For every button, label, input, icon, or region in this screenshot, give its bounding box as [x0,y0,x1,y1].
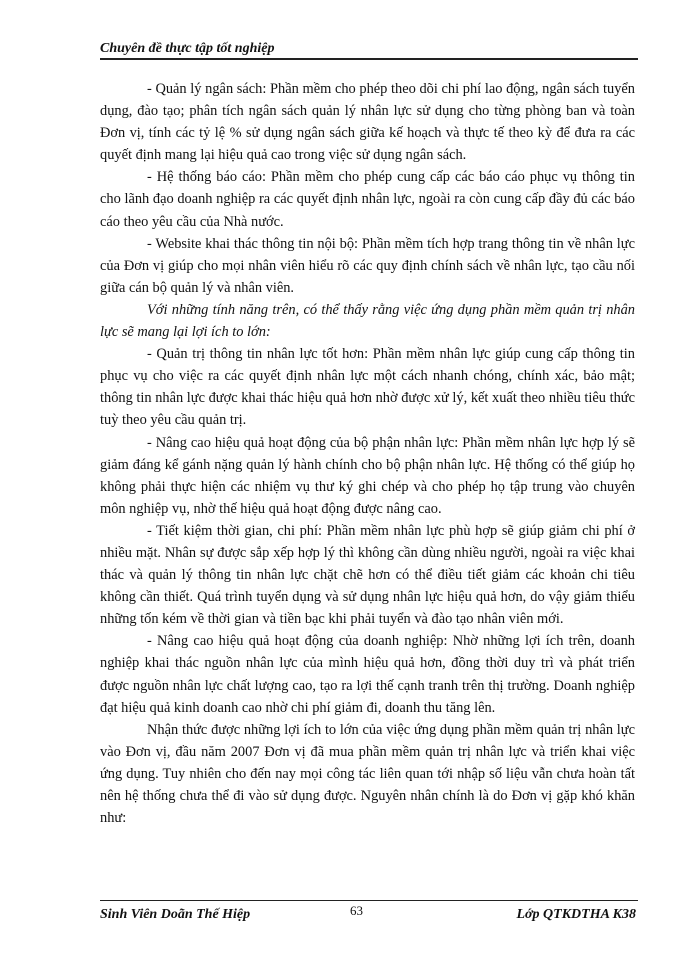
paragraph-conclusion: Nhận thức được những lợi ích to lớn của việc ứng dụng phần mềm quản trị nhân lực vào Đơn vị, đầu năm 2007 Đơn vị đã mua phần mềm quản trị nhân lực và triển khai việc ứng dụng. Tuy nhiên cho đến nay mọi công tác liên quan tới nhập số liệu vẫn chưa hoàn tất nên hệ thống chưa thể đi vào sử dụng được. Nguyên nhân chính là do Đơn vị gặp khó khăn như: [100,721,635,827]
header-title: Chuyên đề thực tập tốt nghiệp [100,41,275,56]
paragraph-reporting-system: - Hệ thống báo cáo: Phần mềm cho phép cung cấp các báo cáo phục vụ thông tin cho lãnh đạo doanh nghiệp ra các quyết định nhân lực, ngoài ra còn cung cấp đầy đủ các báo cáo theo yêu cầu của Nhà nước. [100,169,635,230]
footer-class: Lớp QTKDTHA K38 [516,907,636,922]
page-header [100,40,638,60]
paragraph-budget-management: - Quản lý ngân sách: Phần mềm cho phép theo dõi chi phí lao động, ngân sách tuyển dụng, đào tạo; phân tích ngân sách quản lý nhân lực sử dụng cho từng phòng ban và toàn Đơn vị, tính các tỷ lệ % sử dụng ngân sách giữa kế hoạch và thực tế theo kỳ để đưa ra các quyết định mang lại hiệu quả cao trong việc sử dụng ngân sách. [100,81,635,164]
footer-author: Sinh Viên Doãn Thế Hiệp [100,907,251,922]
document-body [100,78,635,829]
paragraph-benefits-intro: Với những tính năng trên, có thể thấy rằng việc ứng dụng phần mềm quản trị nhân lực sẽ mang lại lợi ích to lớn: [100,301,635,341]
paragraph-business-efficiency: - Nâng cao hiệu quả hoạt động của doanh nghiệp: Nhờ những lợi ích trên, doanh nghiệp khai thác nguồn nhân lực của mình hiệu quả hơn, đồng thời duy trì và phát triển được nguồn nhân lực chất lượng cao, tạo ra lợi thế cạnh tranh trên thị trường. Doanh nghiệp đạt hiệu quả kinh doanh cao nhờ chi phí giảm đi, doanh thu tăng lên. [100,633,635,716]
page-footer [100,900,638,924]
paragraph-hr-efficiency: - Nâng cao hiệu quả hoạt động của bộ phận nhân lực: Phần mềm nhân lực hợp lý sẽ giảm đáng kể gánh nặng quản lý hành chính cho bộ phận nhân lực. Hệ thống có thể giúp họ không phải thực hiện các nhiệm vụ thư ký ghi chép và cho phép họ tập trung vào chuyên môn nghiệp vụ, nhờ thế hiệu quả hoạt động được nâng cao. [100,434,635,517]
page-number: 63 [350,903,363,918]
paragraph-internal-website: - Website khai thác thông tin nội bộ: Phần mềm tích hợp trang thông tin về nhân lực của Đơn vị giúp cho mọi nhân viên hiểu rõ các quy định chính sách về nhân lực, tạo cầu nối giữa cán bộ quản lý và nhân viên. [100,235,635,296]
paragraph-better-information: - Quản trị thông tin nhân lực tốt hơn: Phần mềm nhân lực giúp cung cấp thông tin phục vụ cho việc ra các quyết định nhân lực một cách nhanh chóng, chính xác, bảo mật; thông tin nhân lực được khai thác hiệu quả hơn nhờ được xử lý, kết xuất theo nhiều tiêu thức tuỳ theo yêu cầu quản trị. [100,346,635,429]
paragraph-cost-saving: - Tiết kiệm thời gian, chi phí: Phần mềm nhân lực phù hợp sẽ giúp giảm chi phí ở nhiều mặt. Nhân sự được sắp xếp hợp lý thì không cần dùng nhiều người, ngoài ra việc khai thác và quản lý thông tin nhân lực chặt chẽ hơn có thể điều tiết giảm các khoản chi tiêu không cần thiết. Quá trình tuyển dụng và sử dụng nhân lực hiệu quả hơn, do vậy giảm thiểu những tốn kém về thời gian và tiền bạc khi phải tuyển và đào tạo nhân viên mới. [100,522,635,628]
